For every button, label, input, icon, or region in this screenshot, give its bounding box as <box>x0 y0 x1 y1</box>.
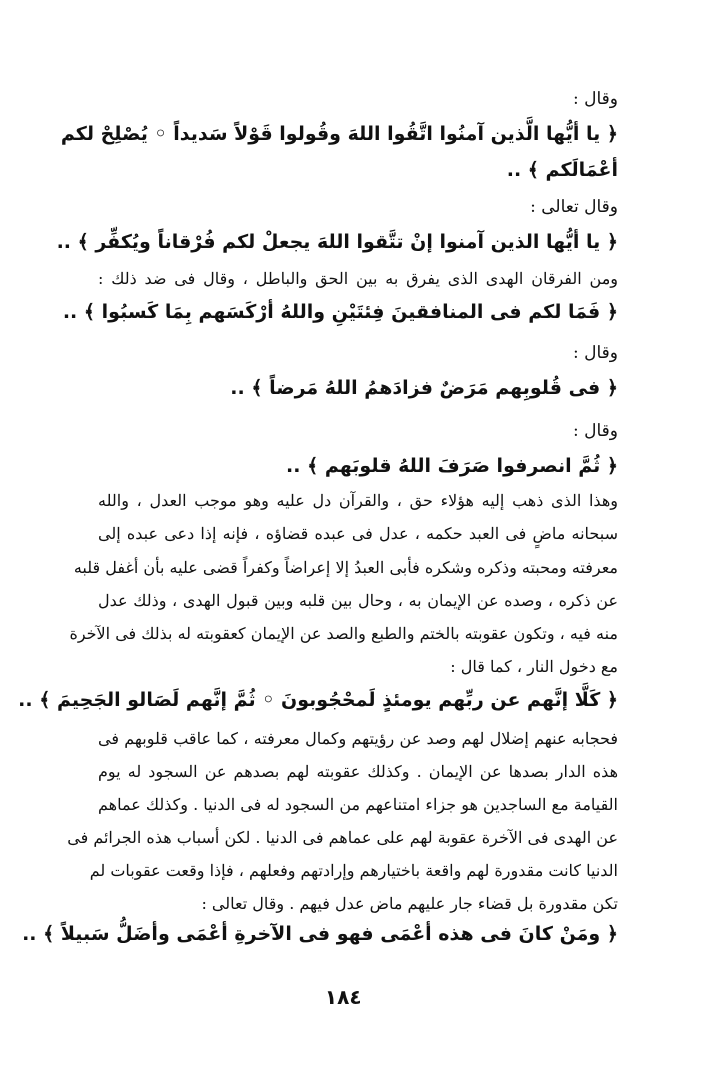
verse-line: ﴿ ومَنْ كانَ فى هذه أعْمَى فهو فى الآخرةِ أعْمَى وأضَلُّ سَبيلاً ﴾ .. <box>22 923 618 945</box>
verse-line: ﴿ فَمَا لكم فى المنافقينَ فِئتَيْنِ واللهُ أرْكَسَهم بِمَا كَسبُوا ﴾ .. <box>62 301 618 323</box>
text-line: فحجابه عنهم إضلال لهم وصد عن رؤيتهم وكمال معرفته ، كما عاقب قلوبهم فى <box>98 729 618 748</box>
text-line: سبحانه ماضٍ فى العبد حكمه ، عدل فى عبده قضاؤه ، فإنه إذا دعى عبده إلى <box>98 524 618 543</box>
text-line: الدنيا كانت مقدورة لهم واقعة باختيارهم وإرادتهم وفعلهم ، فإذا وقعت عقوبات لم <box>89 861 618 880</box>
text-line: عن ذكره ، وصده عن الإيمان به ، وحال بين قلبه وبين قبول الهدى ، وذلك عدل <box>98 591 618 610</box>
text-line: وهذا الذى ذهب إليه هؤلاء حق ، والقرآن دل عليه وهو موجب العدل ، والله <box>98 491 618 510</box>
text-line: عن الهدى فى الآخرة عقوبة لهم على عماهم فى الدنيا . لكن أسباب هذه الجرائم فى <box>67 828 618 847</box>
verse-line: أعْمَالَكم ﴾ .. <box>506 159 618 181</box>
verse-line: ﴿ فى قُلوبِهم مَرَضٌ فزادَهمُ اللهُ مَرضاً ﴾ .. <box>230 377 618 399</box>
text-line: القيامة مع الساجدين هو جزاء امتناعهم من السجود له فى الدنيا . وكذلك عماهم <box>98 795 619 814</box>
text-line: وقال : <box>573 421 618 441</box>
text-line: وقال تعالى : <box>530 197 618 217</box>
text-line: منه فيه ، وتكون عقوبته بالختم والطبع والصد عن الإيمان كعقوبته له بذلك فى الآخرة <box>69 624 618 643</box>
page-number: ١٨٤ <box>324 985 362 1009</box>
text-line: مع دخول النار ، كما قال : <box>450 657 618 676</box>
verse-line: ﴿ ثُمَّ انصرفوا صَرَفَ اللهُ قلوبَهم ﴾ .. <box>286 455 618 477</box>
text-line: هذه الدار بصدها عن الإيمان . وكذلك عقوبته لهم بصدهم عن السجود له يوم <box>98 762 618 781</box>
text-line: معرفته ومحبته وذكره وشكره فأبى العبدُ إلا إعراضاً وكفراً قضى عليه بأن أغفل قلبه <box>73 558 618 577</box>
verse-line: ﴿ يا أيُّها الَّذين آمنُوا اتَّقُوا اللهَ وقُولوا قَوْلاً سَديداً ◦ يُصْلِحْ لكم <box>60 123 618 145</box>
text-line: وقال : <box>573 343 618 363</box>
verse-line: ﴿ كَلَّا إنَّهم عن ربِّهم يومئذٍ لَمحْجُوبونَ ◦ ثُمَّ إنَّهم لَصَالو الجَحِيمَ ﴾ .. <box>18 689 618 711</box>
text-line: ومن الفرقان الهدى الذى يفرق به بين الحق والباطل ، وقال فى ضد ذلك : <box>98 269 618 288</box>
text-line: تكن مقدورة بل قضاء جار عليهم ماض عدل فيهم . وقال تعالى : <box>201 894 618 913</box>
text-line: وقال : <box>573 89 618 109</box>
verse-line: ﴿ يا أيُّها الذين آمنوا إنْ تتَّقوا اللهَ يجعلْ لكم فُرْقاناً ويُكفِّر ﴾ .. <box>56 231 618 253</box>
